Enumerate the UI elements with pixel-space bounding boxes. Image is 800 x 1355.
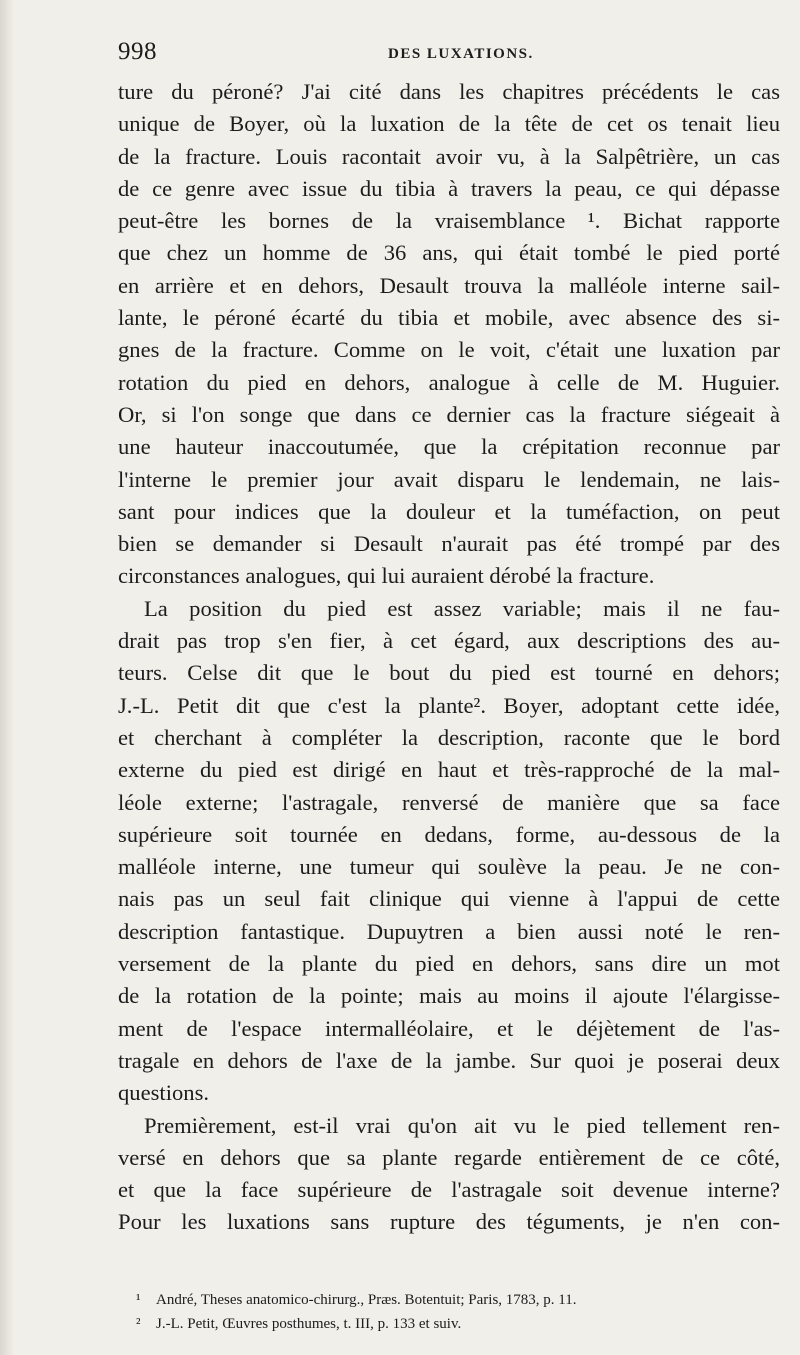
text-line: lante, le péroné écarté du tibia et mobile, avec absence des si- [118,305,780,331]
text-line: questions. [118,1080,210,1106]
footnote-mark: ² [136,1316,141,1332]
text-line: teurs. Celse dit que le bout du pied est tourné en dehors; [118,660,780,686]
text-line: peut-être les bornes de la vraisemblance ¹. Bichat rapporte [118,208,780,234]
text-line: description fantastique. Dupuytren a bien aussi noté le ren- [118,918,780,944]
text-line: drait pas trop s'en fier, à cet égard, aux descriptions des au- [118,628,780,654]
text-line: versé en dehors que sa plante regarde entièrement de ce côté, [118,1144,780,1170]
footnote-text: André, Theses anatomico-chirurg., Præs. Botentuit; Paris, 1783, p. 11. [156,1292,577,1308]
page-edge [0,0,14,1355]
text-line: sant pour indices que la douleur et la tuméfaction, on peut [118,498,780,524]
text-line: de la fracture. Louis racontait avoir vu, à la Salpêtrière, un cas [118,143,780,169]
text-line: externe du pied est dirigé en haut et très-rapproché de la mal- [118,757,780,783]
text-line: ment de l'espace intermalléolaire, et le déjètement de l'as- [118,1015,780,1041]
text-line: Or, si l'on songe que dans ce dernier cas la fracture siégeait à [118,401,780,427]
text-line: circonstances analogues, qui lui auraient dérobé la fracture. [118,563,655,589]
footnote-text: J.-L. Petit, Œuvres posthumes, t. III, p. 133 et suiv. [156,1316,462,1332]
text-line: ture du péroné? J'ai cité dans les chapitres précédents le cas [118,79,780,104]
text-line: tragale en dehors de l'axe de la jambe. Sur quoi je poserai deux [118,1047,780,1073]
text-line: La position du pied est assez variable; mais il ne fau- [144,595,780,621]
text-line: malléole interne, une tumeur qui soulève la peau. Je ne con- [118,854,780,880]
text-line: en arrière et en dehors, Desault trouva la malléole interne sail- [118,272,780,298]
page-number: 998 [118,38,157,65]
text-line: nais pas un seul fait clinique qui vienne à l'appui de cette [118,886,780,912]
footnote [136,1288,780,1312]
text-line: Premièrement, est-il vrai qu'on ait vu le pied tellement ren- [144,1112,780,1138]
text-line: une hauteur inaccoutumée, que la crépitation reconnue par [118,434,780,460]
text-line: que chez un homme de 36 ans, qui était tombé le pied porté [118,240,780,266]
text-line: l'interne le premier jour avait disparu le lendemain, ne lais- [118,466,780,492]
text-line: et que la face supérieure de l'astragale soit devenue interne? [118,1177,780,1203]
footnote-mark: ¹ [136,1292,141,1308]
text-line: léole externe; l'astragale, renversé de manière que sa face [118,789,780,815]
body-text [118,76,780,1239]
page-header [118,38,760,70]
text-line: gnes de la fracture. Comme on le voit, c'était une luxation par [118,337,780,363]
text-line: unique de Boyer, où la luxation de la tête de cet os tenait lieu [118,111,780,137]
text-line: supérieure soit tournée en dedans, forme, au-dessous de la [118,821,780,847]
text-line: rotation du pied en dehors, analogue à celle de M. Huguier. [118,369,780,395]
text-line: et cherchant à compléter la description, raconte que le bord [118,724,780,750]
text-line: de la rotation de la pointe; mais au moins il ajoute l'élargisse- [118,983,780,1009]
text-line: bien se demander si Desault n'aurait pas été trompé par des [118,531,780,557]
text-line: de ce genre avec issue du tibia à travers la peau, ce qui dépasse [118,175,780,201]
footnotes [136,1288,780,1336]
footnote [136,1312,780,1336]
running-head: DES LUXATIONS. [388,46,534,62]
text-line: J.-L. Petit dit que c'est la plante². Boyer, adoptant cette idée, [118,692,780,718]
text-line: versement de la plante du pied en dehors, sans dire un mot [118,951,780,977]
text-line: Pour les luxations sans rupture des téguments, je n'en con- [118,1209,780,1235]
